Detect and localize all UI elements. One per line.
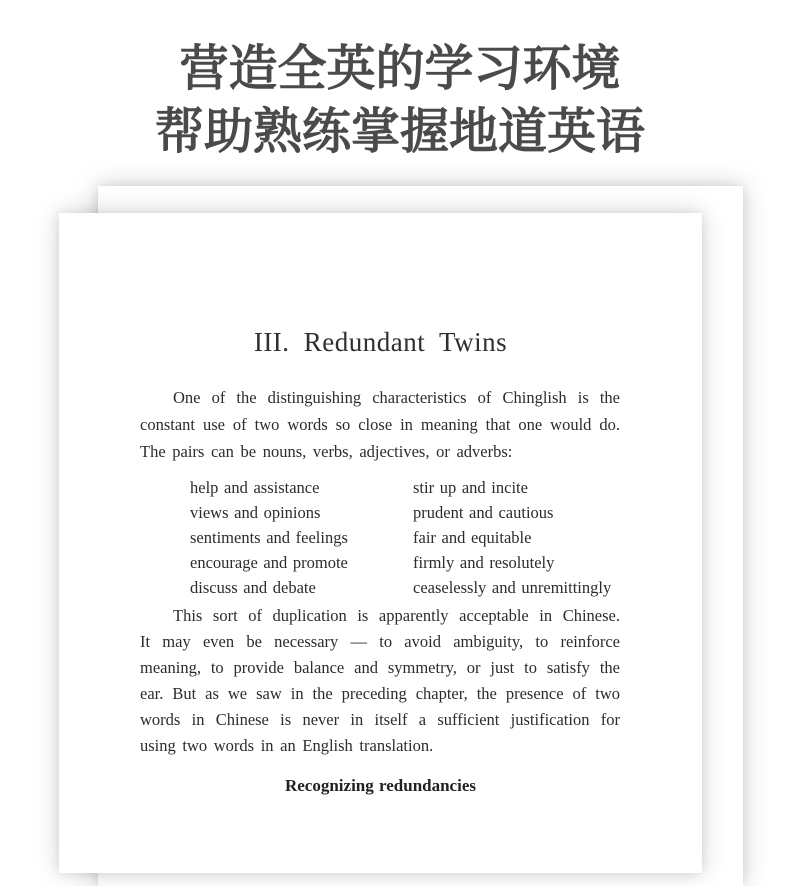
word-pair-item: fair and equitable xyxy=(413,528,532,547)
paragraph-2-line: ear. But as we saw in the preceding chapter, the presence of two xyxy=(140,684,620,703)
word-pairs-left-column xyxy=(190,475,348,600)
paragraph-1-line: The pairs can be nouns, verbs, adjectives, or adverbs: xyxy=(140,442,513,461)
word-pair-item: stir up and incite xyxy=(413,478,528,497)
word-pairs-right-column xyxy=(413,475,611,600)
word-pair-item: discuss and debate xyxy=(190,578,316,597)
word-pair-item: ceaselessly and unremittingly xyxy=(413,578,612,597)
paragraph-2-line: using two words in an English translation. xyxy=(140,736,434,755)
word-pair-item: prudent and cautious xyxy=(413,503,554,522)
marketing-banner xyxy=(0,37,800,163)
banner-line-1: 营造全英的学习环境 xyxy=(179,41,621,96)
paragraph-2-line: This sort of duplication is apparently acceptable in Chinese. xyxy=(173,606,620,625)
paragraph-2-line: meaning, to provide balance and symmetry, or just to satisfy the xyxy=(140,658,620,677)
page-sheet-front xyxy=(59,213,702,873)
paragraph-1-line: One of the distinguishing characteristics of Chinglish is the xyxy=(173,388,620,407)
paragraph-1 xyxy=(140,384,620,465)
word-pair-item: help and assistance xyxy=(190,478,320,497)
word-pairs-list xyxy=(59,475,702,602)
word-pair-item: firmly and resolutely xyxy=(413,553,555,572)
section-subheading: Recognizing redundancies xyxy=(284,776,476,795)
paragraph-2 xyxy=(140,603,620,759)
paragraph-1-line: constant use of two words so close in meaning that one would do. xyxy=(140,415,620,434)
paragraph-2-line: It may even be necessary — to avoid ambiguity, to reinforce xyxy=(140,632,620,651)
word-pair-item: encourage and promote xyxy=(190,553,348,572)
paragraph-2-line: words in Chinese is never in itself a sufficient justification for xyxy=(140,710,620,729)
chapter-title: III. Redundant Twins xyxy=(253,327,508,357)
word-pair-item: views and opinions xyxy=(190,503,321,522)
word-pair-item: sentiments and feelings xyxy=(190,528,348,547)
banner-line-2: 帮助熟练掌握地道英语 xyxy=(154,104,645,159)
